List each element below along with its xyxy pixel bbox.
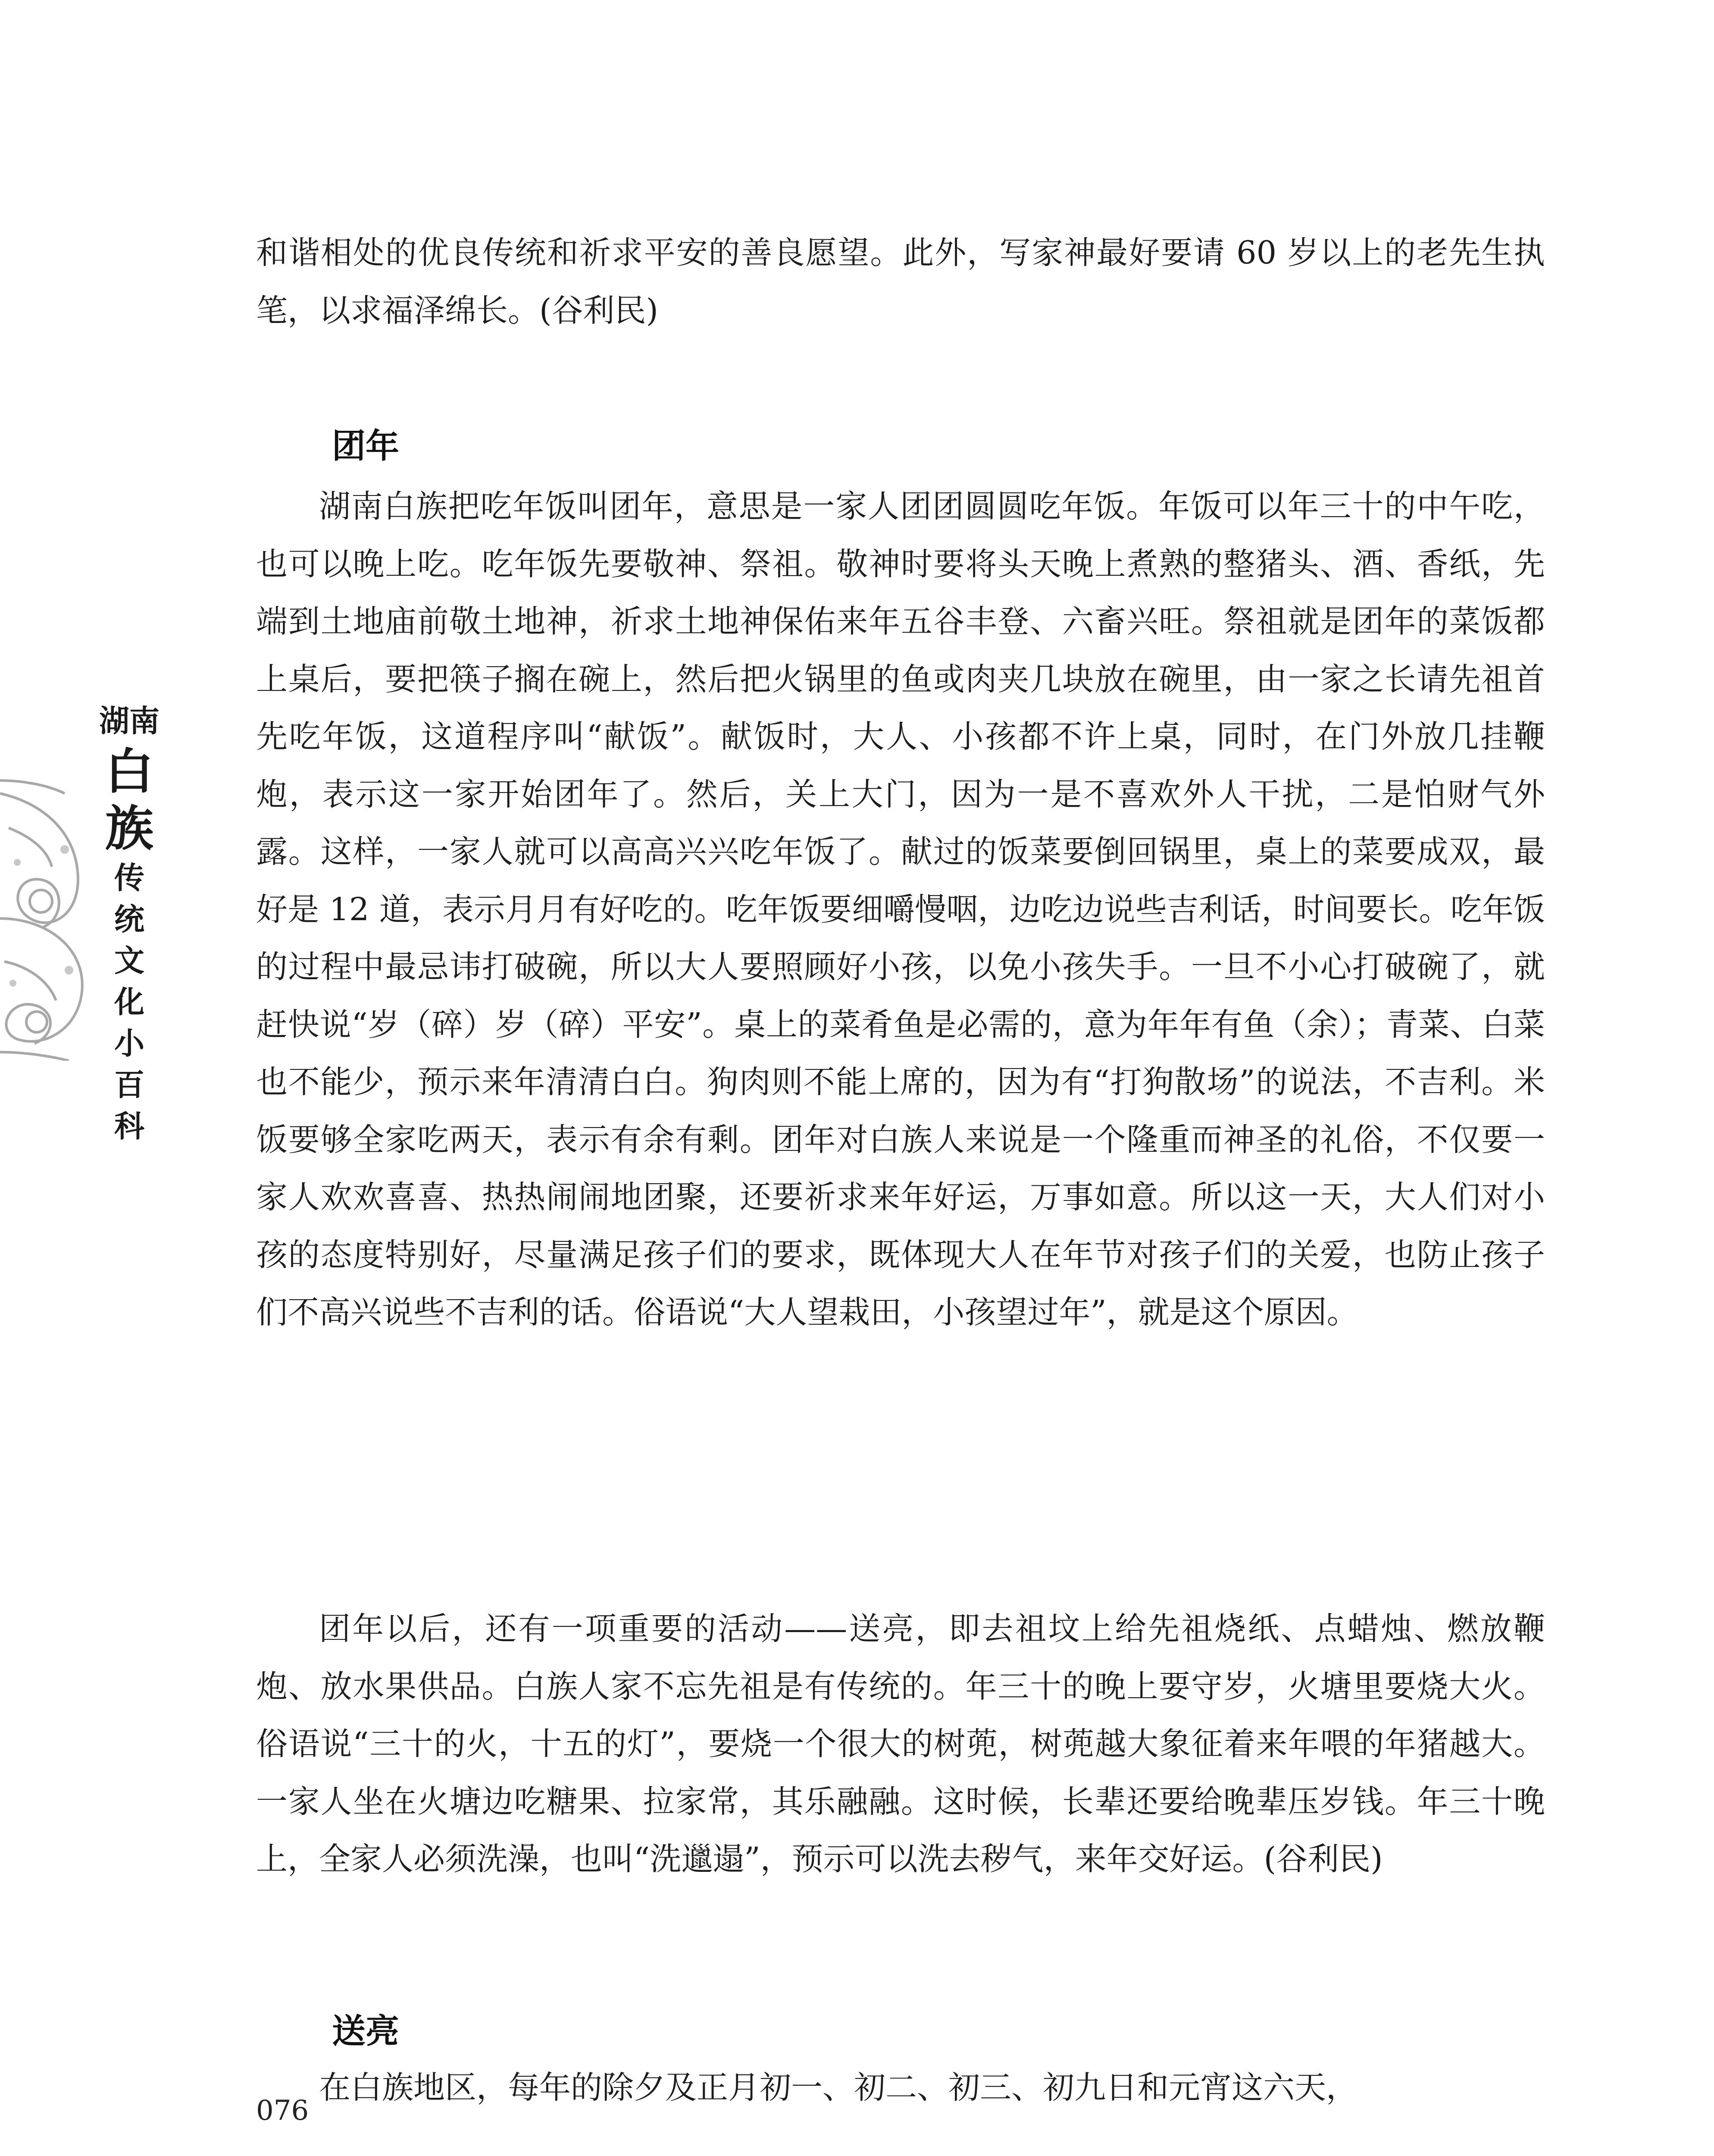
spine-title-line2: 白族 — [105, 743, 153, 857]
spine-title — [99, 699, 160, 1147]
tuannian-paragraph-2: 团年以后，还有一项重要的活动——送亮，即去祖坟上给先祖烧纸、点蜡烛、燃放鞭炮、放水果供品。白族人家不忘先祖是有传统的。年三十的晚上要守岁，火塘里要烧大火。俗语说“三十的火，十五的灯”，要烧一个很大的树蔸，树蔸越大象征着来年喂的年猪越大。一家人坐在火塘边吃糖果、拉家常，其乐融融。这时候，长辈还要给晚辈压岁钱。年三十晚上，全家人必须洗澡，也叫“洗邋遢”，预示可以洗去秽气，来年交好运。(谷利民) — [256, 1611, 1545, 1877]
intro-paragraph: 和谐相处的优良传统和祈求平安的善良愿望。此外，写家神最好要请 60 岁以上的老先生执笔，以求福泽绵长。(谷利民) — [256, 235, 1545, 329]
songliang-paragraph-1: 在白族地区，每年的除夕及正月初一、初二、初三、初九日和元宵这六天， — [319, 2069, 1357, 2106]
ornament-decoration — [0, 776, 91, 1061]
spine-title-line1: 湖南 — [99, 703, 160, 739]
section-heading-songliang: 送亮 — [332, 2012, 400, 2051]
page-number: 076 — [256, 2095, 309, 2127]
spine-title-line3: 传统文化小百科 — [114, 860, 144, 1144]
tuannian-paragraph-1: 湖南白族把吃年饭叫团年，意思是一家人团团圆圆吃年饭。年饭可以年三十的中午吃，也可以晚上吃。吃年饭先要敬神、祭祖。敬神时要将头天晚上煮熟的整猪头、酒、香纸，先端到土地庙前敬土地神，祈求土地神保佑来年五谷丰登、六畜兴旺。祭祖就是团年的菜饭都上桌后，要把筷子搁在碗上，然后把火锅里的鱼或肉夹几块放在碗里，由一家之长请先祖首先吃年饭，这道程序叫“献饭”。献饭时，大人、小孩都不许上桌，同时，在门外放几挂鞭炮，表示这一家开始团年了。然后，关上大门，因为一是不喜欢外人干扰，二是怕财气外露。这样，一家人就可以高高兴兴吃年饭了。献过的饭菜要倒回锅里，桌上的菜要成双，最好是 12 道，表示月月有好吃的。吃年饭要细嚼慢咽，边吃边说些吉利话，时间要长。吃年饭的过程中最忌讳打破碗，所以大人要照顾好小孩，以免小孩失手。一旦不小心打破碗了，就赶快说“岁（碎）岁（碎）平安”。桌上的菜肴鱼是必需的，意为年年有鱼（余）；青菜、白菜也不能少，预示来年清清白白。狗肉则不能上席的，因为有“打狗散场”的说法，不吉利。米饭要够全家吃两天，表示有余有剩。团年对白族人来说是一个隆重而神圣的礼俗，不仅要一家人欢欢喜喜、热热闹闹地团聚，还要祈求来年好运，万事如意。所以这一天，大人们对小孩的态度特别好，尽量满足孩子们的要求，既体现大人在年节对孩子们的关爱，也防止孩子们不高兴说些不吉利的话。俗语说“大人望栽田，小孩望过年”，就是这个原因。 — [256, 488, 1545, 1331]
section-heading-tuannian: 团年 — [332, 427, 400, 466]
